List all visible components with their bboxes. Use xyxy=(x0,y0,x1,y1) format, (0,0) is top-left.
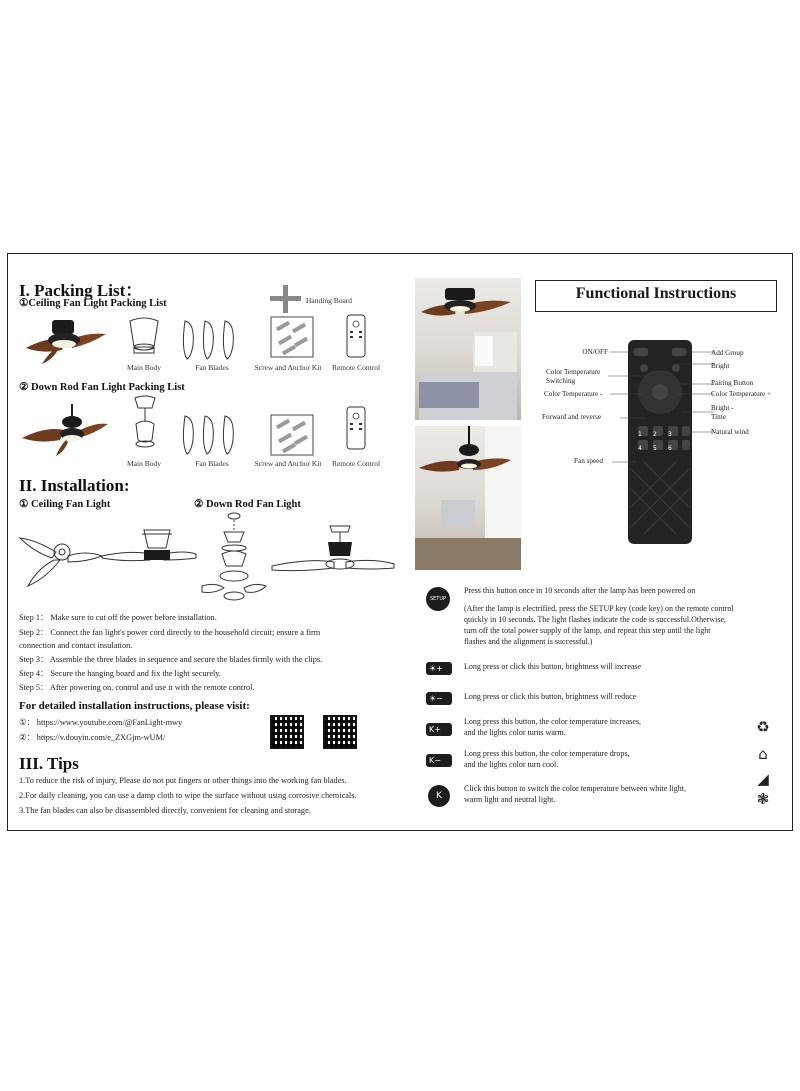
downrod-install-assembled-illustration xyxy=(270,524,396,580)
ceiling-packing-heading: ①Ceiling Fan Light Packing List xyxy=(19,298,167,309)
caption-screw-kit-1: Screw and Anchor Kit xyxy=(254,363,322,372)
color-temp-minus-glyph: K− xyxy=(429,756,441,765)
downrod-fan-blades-illustration xyxy=(181,414,243,456)
label-color-temperature: Color Temperature xyxy=(546,368,601,376)
label-color-temperature-plus: Color Temperature + xyxy=(711,390,772,398)
tips-heading: III. Tips xyxy=(19,754,79,773)
downrod-install-heading: ② Down Rod Fan Light xyxy=(194,499,301,510)
label-switching: Switching xyxy=(546,377,576,385)
fan-icon: ❃ xyxy=(756,790,770,808)
color-temp-plus-description-1: Long press this button, the color temperature increases, xyxy=(464,717,642,726)
label-natural-wind: Natural wind xyxy=(711,428,749,436)
downrod-packing-heading: ② Down Rod Fan Light Packing List xyxy=(19,382,185,393)
color-temp-plus-icon xyxy=(426,723,452,736)
ceiling-fan-illustration xyxy=(18,314,108,364)
setup-description-4: turn off the total power supply of the lamp, and repeat this step until the light xyxy=(464,626,711,635)
caption-remote-1: Remote Control xyxy=(331,363,381,372)
setup-icon-label: SETUP xyxy=(429,596,447,602)
caption-fan-blades-1: Fan Blades xyxy=(195,363,229,372)
left-column xyxy=(8,254,408,830)
detail-instructions-heading: For detailed installation instructions, please visit: xyxy=(19,700,250,712)
downrod-install-exploded-illustration xyxy=(198,512,268,604)
functional-instructions-box xyxy=(535,280,777,312)
label-time: Time xyxy=(711,413,726,421)
label-add-group: Add Group xyxy=(711,349,744,357)
remote-key-5: 5 xyxy=(653,445,657,452)
remote-key-2: 2 xyxy=(653,431,657,438)
remote-key-4: 4 xyxy=(638,445,642,452)
remote-leader-lines xyxy=(538,348,788,468)
setup-description-2: (After the lamp is electrified, press the SETUP key (code key) on the remote control xyxy=(464,604,734,613)
color-temp-minus-icon xyxy=(426,754,452,767)
color-temp-plus-description-2: and the lights color turns warm. xyxy=(464,728,566,737)
downrod-screw-kit-illustration xyxy=(270,414,314,456)
remote-key-6: 6 xyxy=(668,445,672,452)
product-photo-downrod xyxy=(415,426,521,570)
fan-blades-illustration xyxy=(181,319,243,361)
label-bright-minus: Bright - xyxy=(711,404,734,412)
ceiling-install-heading: ① Ceiling Fan Light xyxy=(19,499,111,510)
color-temp-minus-description-2: and the lights color turn cool. xyxy=(464,760,559,769)
tip-1: 1.To reduce the risk of injury, Please do not put fingers or other things into the working fan blades. xyxy=(19,776,347,785)
setup-description-1: Press this button once in 10 seconds after the lamp has been powered on xyxy=(464,586,696,595)
installation-heading: II. Installation: xyxy=(19,476,130,495)
install-step-2-cont: connection and contact insulation. xyxy=(19,641,133,650)
packing-list-heading: I. Packing List： xyxy=(19,281,143,300)
label-bright: Bright xyxy=(711,362,730,370)
downrod-fan-illustration xyxy=(18,400,108,456)
caption-main-body-2: Main Body xyxy=(127,459,161,468)
tip-2: 2.For daily cleaning, you can use a damp cloth to wipe the surface without using corrosive chemicals. xyxy=(19,791,357,800)
functional-instructions-title: Functional Instructions xyxy=(575,285,737,302)
install-step-2: Step 2： Connect the fan light's power cord directly to the household circuit; ensure a firm xyxy=(19,628,321,637)
brightness-reduce-glyph: ☀− xyxy=(429,694,443,703)
color-temp-minus-description-1: Long press this button, the color temperature drops, xyxy=(464,749,630,758)
install-step-3: Step 3： Assemble the three blades in sequence and secure the blades firmly with the clips. xyxy=(19,655,323,664)
setup-description-5: flashes and the alignment is successful.) xyxy=(464,637,593,646)
caption-screw-kit-2: Screw and Anchor Kit xyxy=(254,459,322,468)
downrod-main-body-illustration xyxy=(130,396,160,456)
color-temp-switch-glyph: K xyxy=(436,791,442,801)
handing-board-label: Handing Board xyxy=(306,296,353,305)
main-body-illustration xyxy=(126,317,162,357)
label-color-temperature-minus: Color Temperature - xyxy=(544,390,603,398)
setup-wifi-icon xyxy=(426,587,450,611)
youtube-link[interactable]: ①： https://www.youtube.com/@FanLight-mwy xyxy=(19,718,183,727)
color-temp-switch-description-1: Click this button to switch the color temperature between white light, xyxy=(464,784,686,793)
color-temp-plus-glyph: K+ xyxy=(429,725,441,734)
color-temp-switch-description-2: warm light and neutral light. xyxy=(464,795,556,804)
screw-kit-illustration xyxy=(270,316,314,358)
brightness-reduce-icon xyxy=(426,692,452,705)
install-step-1: Step 1： Make sure to cut off the power before installation. xyxy=(19,613,217,622)
color-temp-switch-icon xyxy=(428,785,450,807)
label-fan-speed: Fan speed xyxy=(574,457,603,465)
brightness-reduce-description: Long press or click this button, brightness will reduce xyxy=(464,692,637,701)
stairs-icon: ◢ xyxy=(757,770,769,788)
label-forward-reverse: Forward and reverse xyxy=(542,413,602,421)
ceiling-install-exploded-illustration xyxy=(16,522,106,592)
brightness-increase-icon xyxy=(426,662,452,675)
setup-description-3: quickly in 10 seconds. The light flashes indicate the code is successful.Otherwise, xyxy=(464,615,727,624)
remote-control-illustration xyxy=(343,314,369,358)
qr-code-youtube xyxy=(270,715,304,749)
label-on-off: ON/OFF xyxy=(582,348,608,356)
indoor-use-icon: ⌂ xyxy=(758,745,768,763)
ceiling-install-assembled-illustration xyxy=(100,526,198,574)
install-step-5: Step 5： After powering on, control and use it with the remote control. xyxy=(19,683,255,692)
tip-3: 3.The fan blades can also be disassembled directly, convenient for cleaning and storage. xyxy=(19,806,311,815)
product-photo-ceiling xyxy=(415,278,521,420)
manual-sheet xyxy=(7,253,793,831)
caption-remote-2: Remote Control xyxy=(331,459,381,468)
label-pairing-button: Pairing Button xyxy=(711,379,754,387)
downrod-remote-illustration xyxy=(343,406,369,452)
remote-key-3: 3 xyxy=(668,431,672,438)
caption-fan-blades-2: Fan Blades xyxy=(195,459,229,468)
remote-key-1: 1 xyxy=(638,431,642,438)
brightness-increase-glyph: ☀+ xyxy=(429,664,443,673)
qr-code-douyin xyxy=(323,715,357,749)
handing-board-illustration xyxy=(270,285,302,313)
caption-main-body-1: Main Body xyxy=(127,363,161,372)
install-step-4: Step 4： Secure the hanging board and fix the light securely. xyxy=(19,669,221,678)
brightness-increase-description: Long press or click this button, brightness will increase xyxy=(464,662,642,671)
douyin-link[interactable]: ②： https://v.douyin.com/e_ZXGjm-wUM/ xyxy=(19,733,166,742)
recycle-icon: ♻ xyxy=(756,718,770,736)
fan-speed-leader xyxy=(612,460,636,464)
